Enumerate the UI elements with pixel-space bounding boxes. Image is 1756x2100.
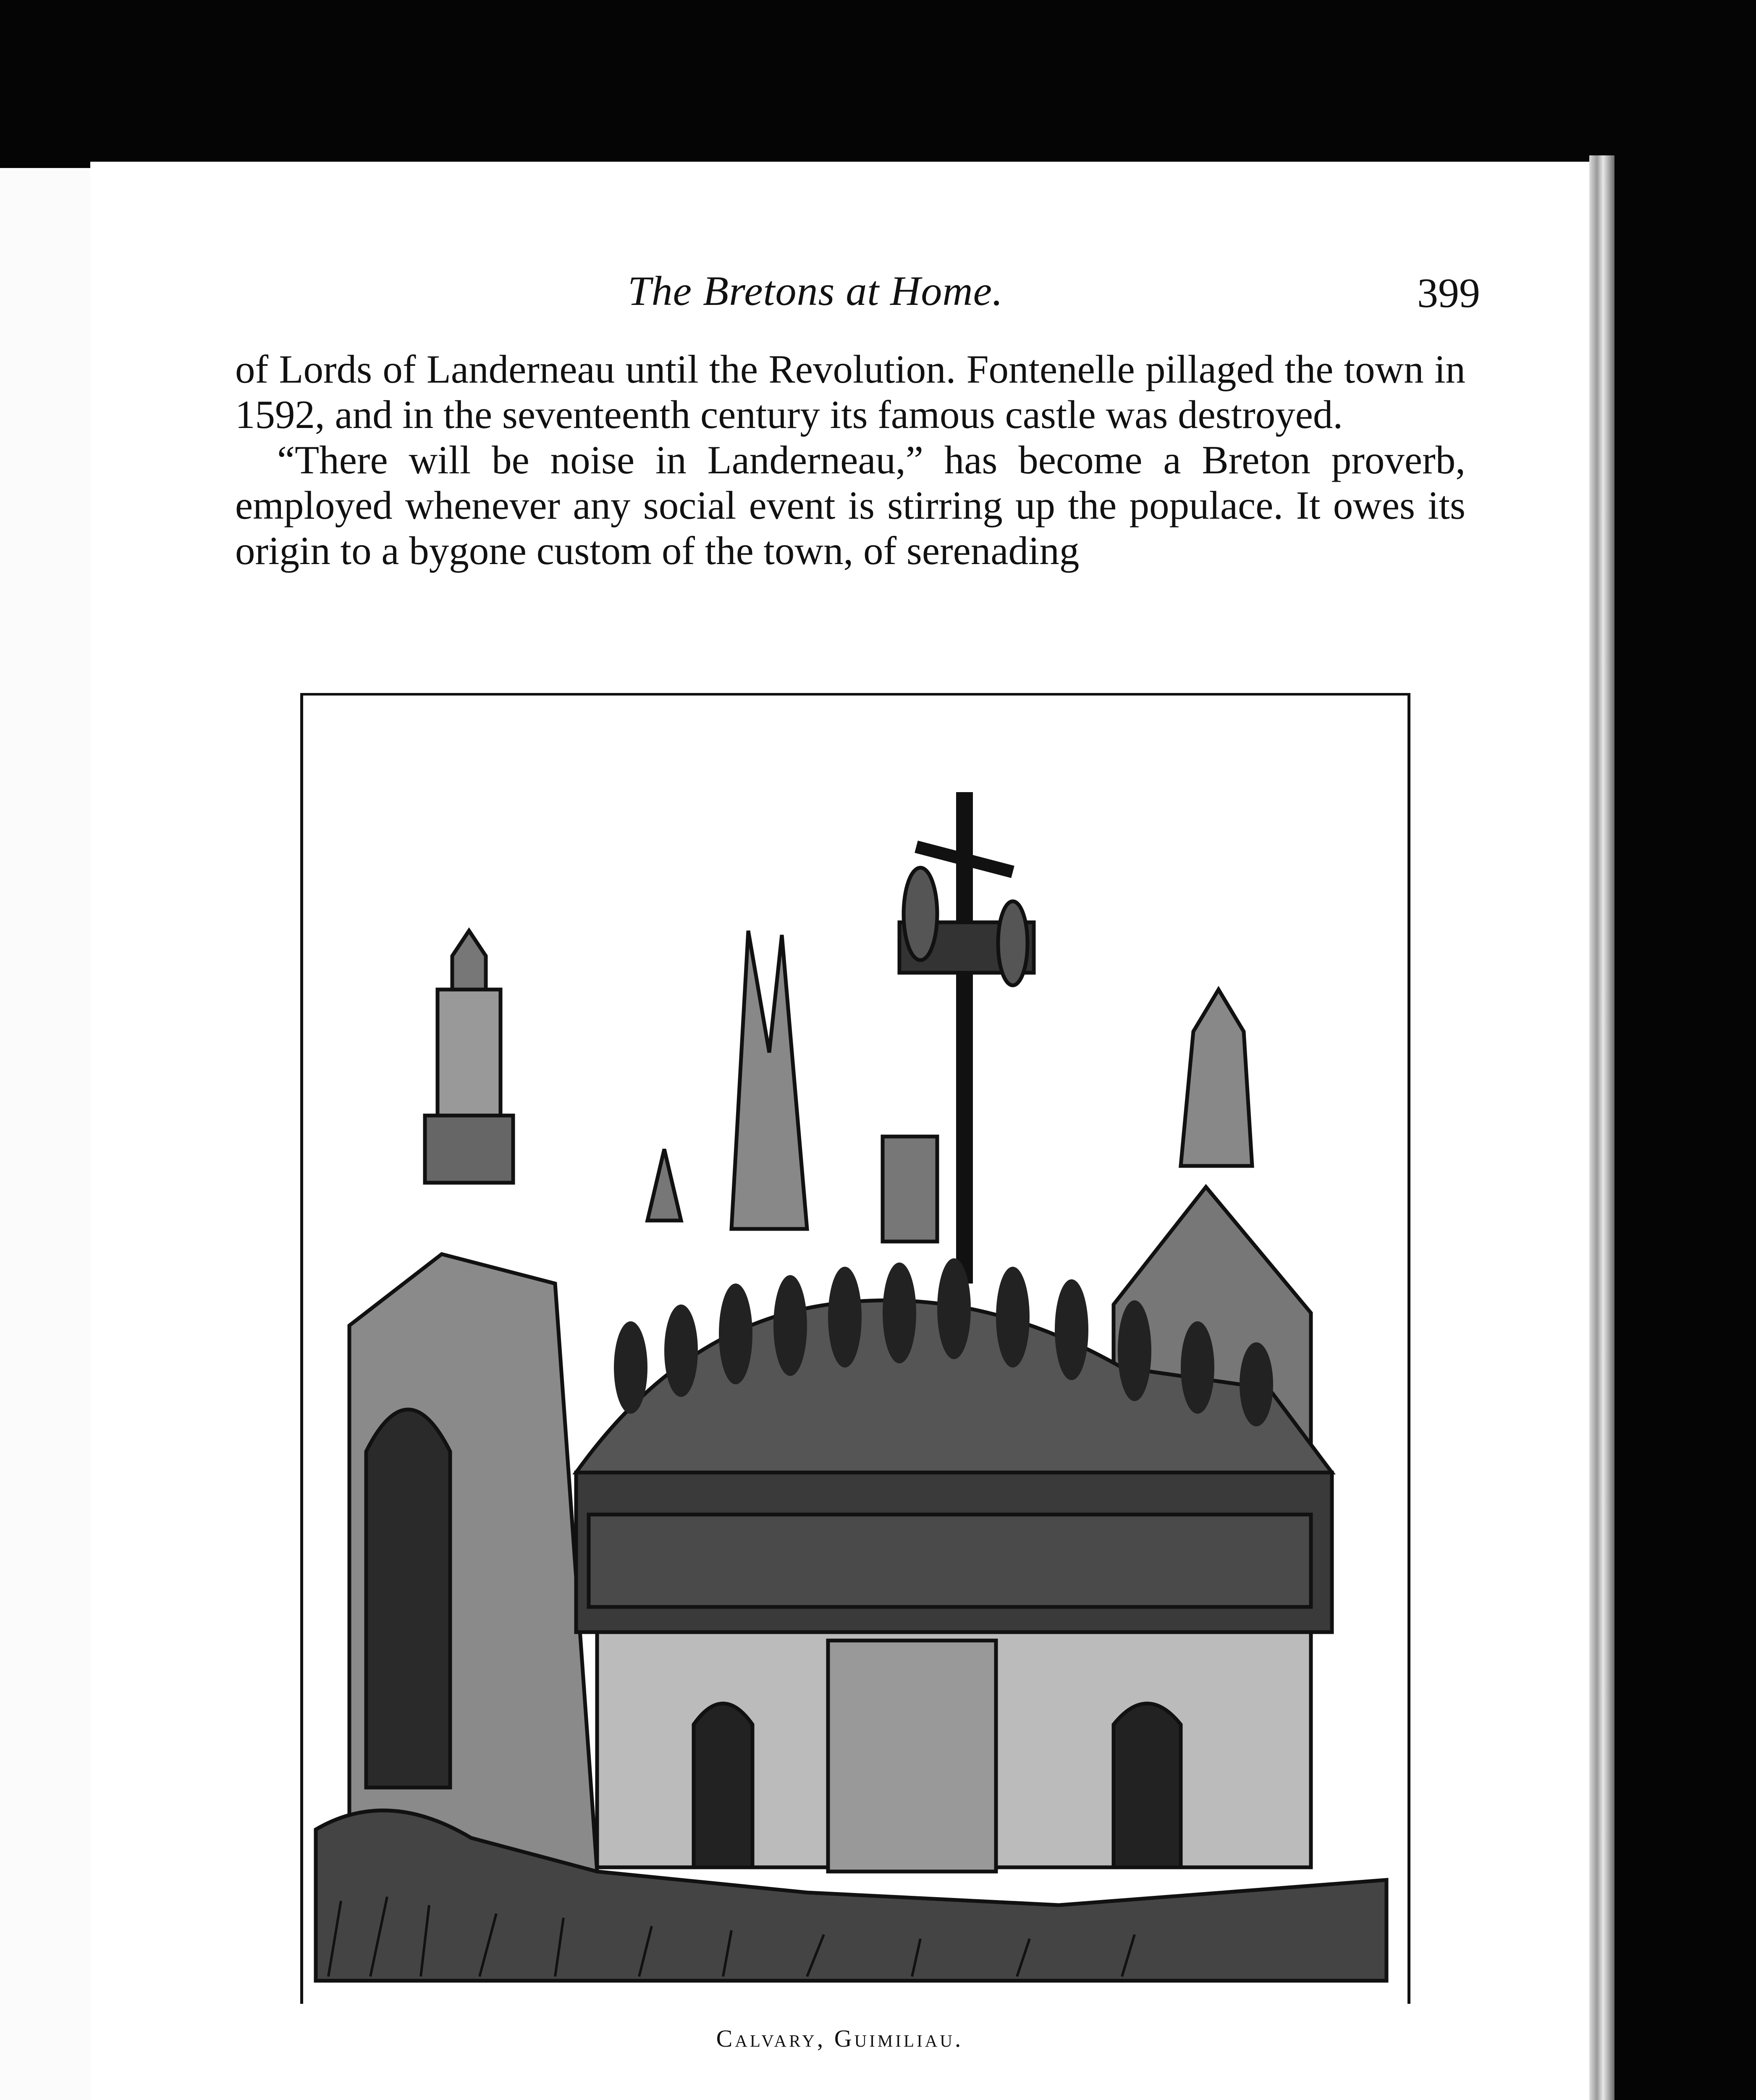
top-text-block xyxy=(235,346,1465,573)
page-number: 399 xyxy=(1417,270,1480,316)
book-page xyxy=(90,162,1589,2100)
left-facing-page-edge xyxy=(0,168,94,2100)
running-title: The Bretons at Home. xyxy=(628,268,1003,314)
calvary-engraving xyxy=(303,696,1402,2001)
paragraph: of Lords of Landerneau until the Revolution. Fontenelle pillaged the town in 1592, and in the seventeenth century its famous castle was destroyed. xyxy=(235,347,1465,437)
calvary-illustration xyxy=(300,693,1410,2004)
figure-caption: Calvary, Guimiliau. xyxy=(716,2025,964,2052)
paragraph: “There will be noise in Landerneau,” has become a Breton proverb, employed whenever any social event is stirring up the populace. It owes its origin to a bygone custom of the town, of serenading xyxy=(235,438,1465,573)
page-edge-shadow xyxy=(1589,155,1614,2100)
